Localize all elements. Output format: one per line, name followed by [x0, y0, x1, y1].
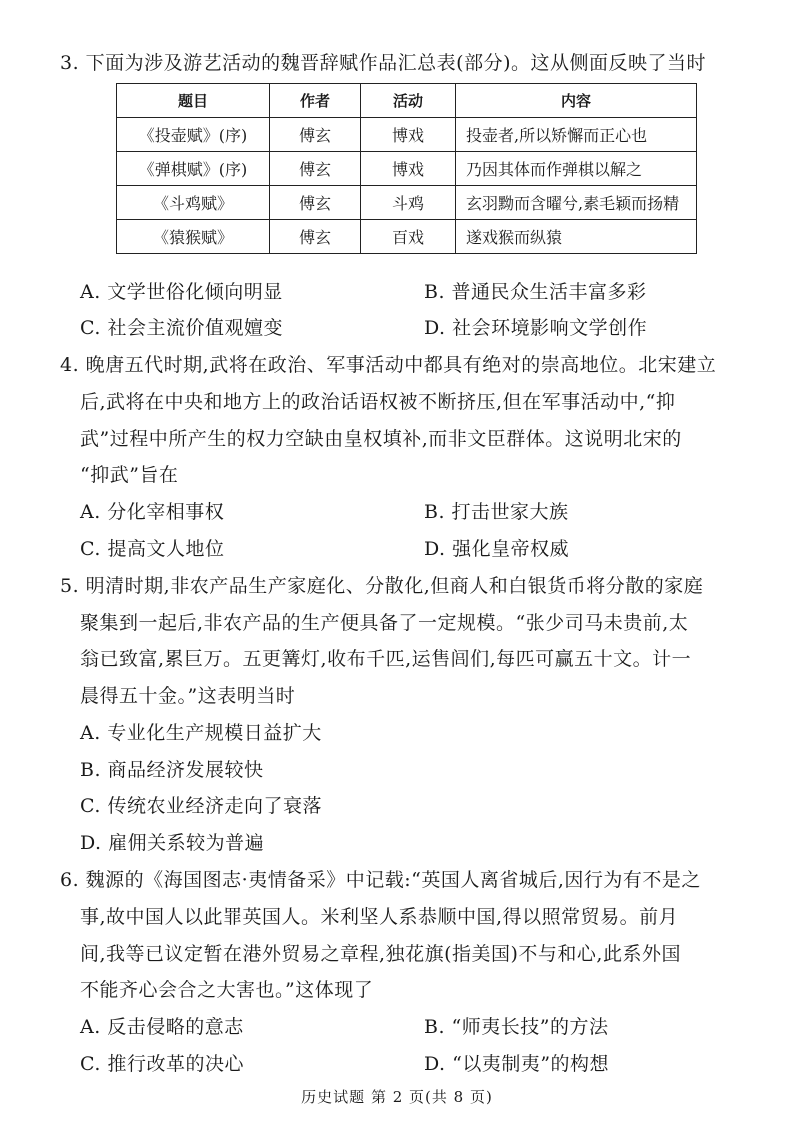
q5-stem-line: 聚集到一起后,非农产品的生产便具备了一定规模。“张少司马未贵前,太: [80, 612, 689, 634]
table-cell: 乃因其体而作弹棋以解之: [456, 152, 697, 186]
table-header-cell: 活动: [361, 84, 456, 118]
table-cell: 《弹棋赋》(序): [117, 152, 270, 186]
table-cell: 遂戏猴而纵猿: [456, 220, 697, 254]
table-cell: 斗鸡: [361, 186, 456, 220]
table-cell: 傅玄: [270, 186, 361, 220]
table-header-cell: 题目: [117, 84, 270, 118]
q6-option-a[interactable]: A. 反击侵略的意志: [80, 1016, 244, 1038]
table-cell: 博戏: [361, 118, 456, 152]
q4-option-d[interactable]: D. 强化皇帝权威: [424, 538, 570, 560]
table-cell: 博戏: [361, 152, 456, 186]
q4-option-a[interactable]: A. 分化宰相事权: [80, 501, 225, 523]
table-cell: 《猿猴赋》: [117, 220, 270, 254]
q6-stem-line: 6. 魏源的《海国图志·夷情备采》中记载:“英国人离省城后,因行为有不是之: [60, 869, 701, 891]
q3-option-a[interactable]: A. 文学世俗化倾向明显: [80, 281, 283, 303]
table-cell: 《斗鸡赋》: [117, 186, 270, 220]
table-cell: 《投壶赋》(序): [117, 118, 270, 152]
q5-option-a[interactable]: A. 专业化生产规模日益扩大: [80, 722, 322, 744]
q6-stem-line: 不能齐心会合之大害也。”这体现了: [80, 979, 374, 1001]
q4-option-b[interactable]: B. 打击世家大族: [424, 501, 569, 523]
table-row: [117, 152, 697, 186]
q3-table: [116, 83, 697, 254]
table-row: [117, 118, 697, 152]
q4-stem-line: 武”过程中所产生的权力空缺由皇权填补,而非文臣群体。这说明北宋的: [80, 428, 682, 450]
table-cell: 投壶者,所以矫懈而正心也: [456, 118, 697, 152]
table-cell: 傅玄: [270, 118, 361, 152]
q3-option-c[interactable]: C. 社会主流价值观嬗变: [80, 317, 283, 339]
q4-option-c[interactable]: C. 提高文人地位: [80, 538, 225, 560]
q5-option-d[interactable]: D. 雇佣关系较为普遍: [80, 832, 265, 854]
table-row: [117, 186, 697, 220]
page-footer: 历史试题 第 2 页(共 8 页): [301, 1088, 493, 1106]
q3-stem: 3. 下面为涉及游艺活动的魏晋辞赋作品汇总表(部分)。这从侧面反映了当时: [60, 52, 706, 74]
table-cell: 傅玄: [270, 220, 361, 254]
table-row: [117, 220, 697, 254]
q6-option-c[interactable]: C. 推行改革的决心: [80, 1053, 244, 1075]
table-header-row: [117, 84, 697, 118]
table-cell: 玄羽黝而含曜兮,素毛颖而扬精: [456, 186, 697, 220]
table-header-cell: 内容: [456, 84, 697, 118]
q5-stem-line: 翁已致富,累巨万。五更篝灯,收布千匹,运售闾们,每匹可赢五十文。计一: [80, 648, 692, 670]
q6-option-d[interactable]: D. “以夷制夷”的构想: [424, 1053, 610, 1075]
q5-option-c[interactable]: C. 传统农业经济走向了衰落: [80, 795, 322, 817]
q6-stem-line: 间,我等已议定暂在港外贸易之章程,独花旗(指美国)不与和心,此系外国: [80, 943, 681, 965]
q5-stem-line: 5. 明清时期,非农产品生产家庭化、分散化,但商人和白银货币将分散的家庭: [60, 575, 704, 597]
q4-stem-line: 后,武将在中央和地方上的政治话语权被不断挤压,但在军事活动中,“抑: [80, 391, 676, 413]
q6-stem-line: 事,故中国人以此罪英国人。米利坚人系恭顺中国,得以照常贸易。前月: [80, 906, 679, 928]
q3-option-d[interactable]: D. 社会环境影响文学创作: [424, 317, 648, 339]
table-header-cell: 作者: [270, 84, 361, 118]
q5-option-b[interactable]: B. 商品经济发展较快: [80, 759, 264, 781]
q6-option-b[interactable]: B. “师夷长技”的方法: [424, 1016, 609, 1038]
q4-stem-line: “抑武”旨在: [80, 464, 179, 486]
table-cell: 百戏: [361, 220, 456, 254]
q3-option-b[interactable]: B. 普通民众生活丰富多彩: [424, 281, 647, 303]
q4-stem-line: 4. 晚唐五代时期,武将在政治、军事活动中都具有绝对的崇高地位。北宋建立: [60, 354, 717, 376]
table-cell: 傅玄: [270, 152, 361, 186]
q5-stem-line: 晨得五十金。”这表明当时: [80, 685, 296, 707]
